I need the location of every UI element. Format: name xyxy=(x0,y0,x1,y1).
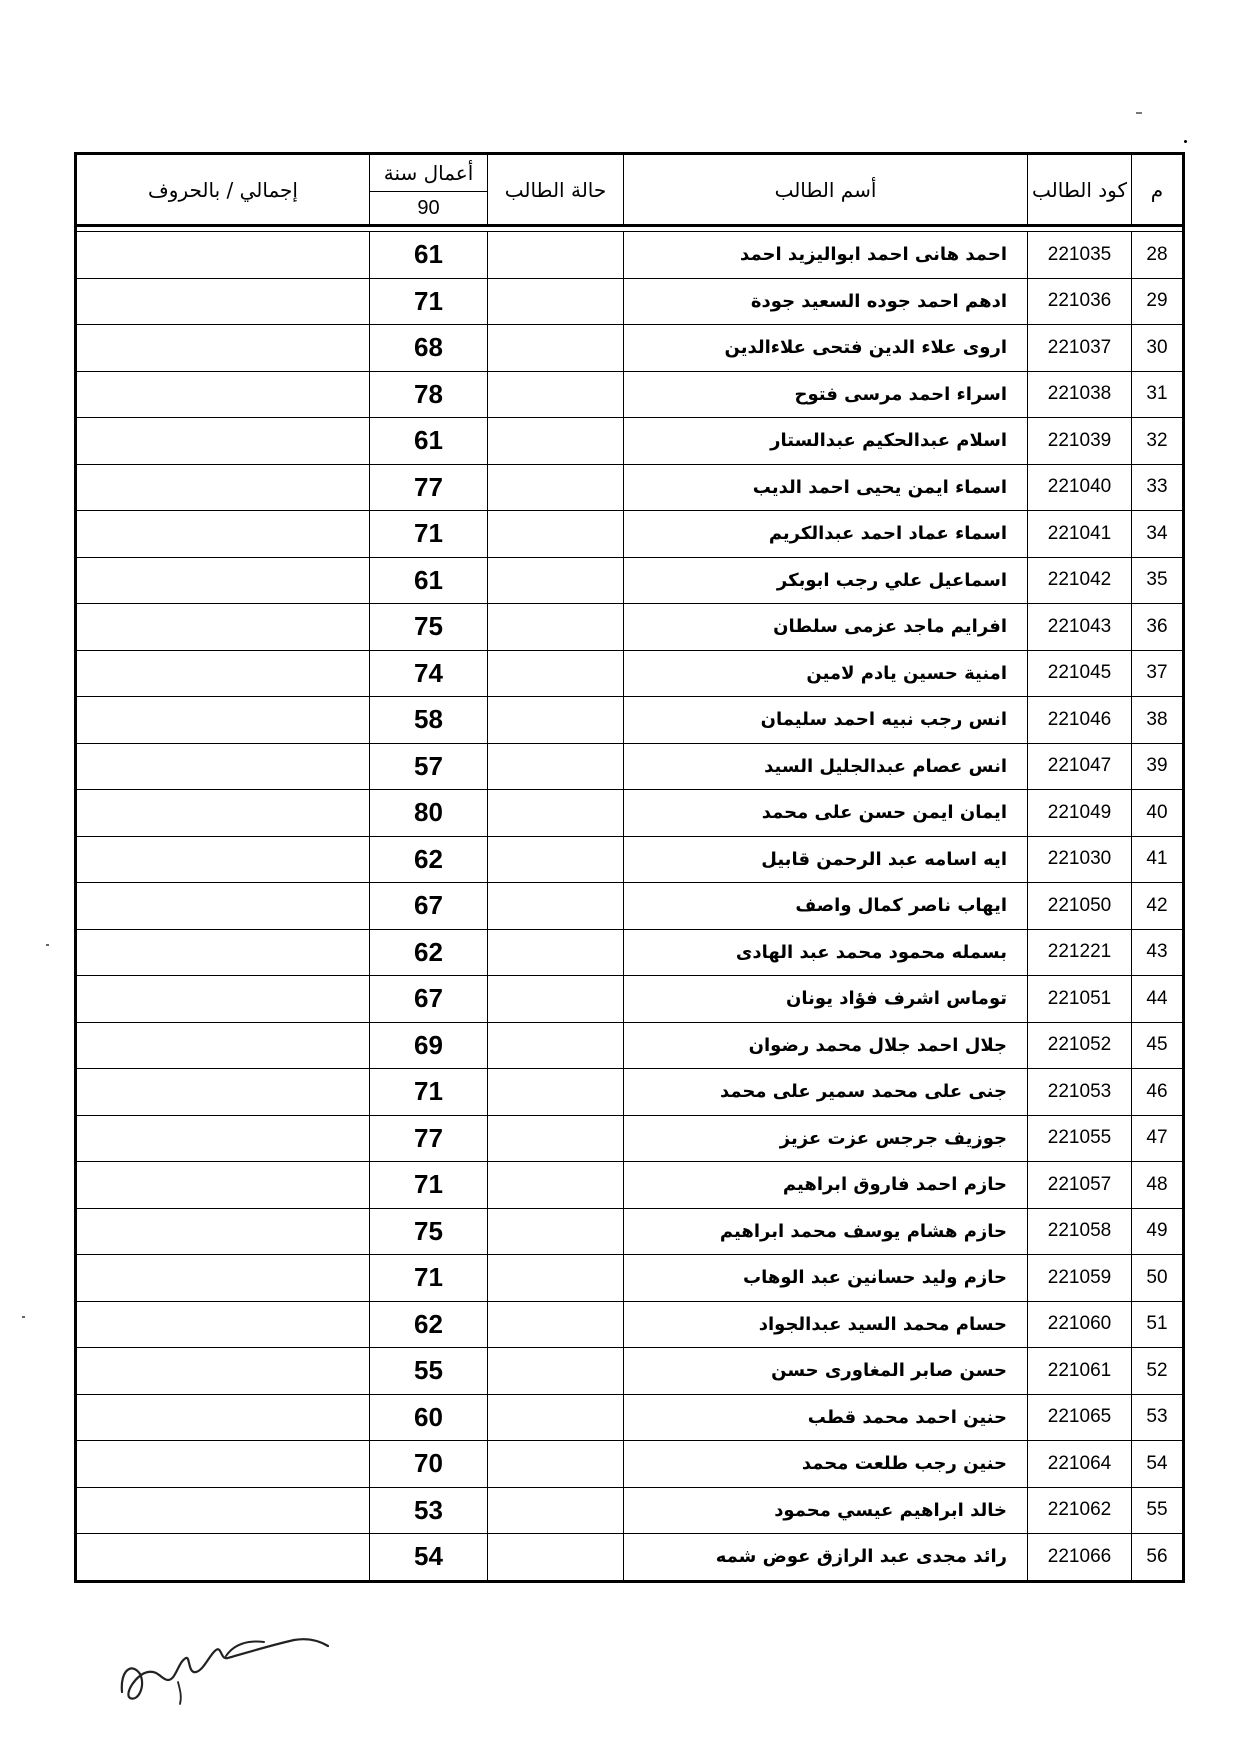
row-index: 32 xyxy=(1132,418,1184,465)
student-score: 78 xyxy=(370,371,488,418)
total-in-words xyxy=(76,232,370,279)
student-status xyxy=(488,1348,624,1395)
student-status xyxy=(488,697,624,744)
table-row xyxy=(76,1301,1184,1348)
table-row xyxy=(76,1348,1184,1395)
student-code: 221046 xyxy=(1028,697,1132,744)
table-row xyxy=(76,883,1184,930)
student-name: انس عصام عبدالجليل السيد xyxy=(624,743,1028,790)
student-score: 61 xyxy=(370,418,488,465)
row-index: 28 xyxy=(1132,232,1184,279)
header-code: كود الطالب xyxy=(1028,154,1132,226)
row-index: 54 xyxy=(1132,1441,1184,1488)
student-code: 221066 xyxy=(1028,1534,1132,1582)
student-code: 221040 xyxy=(1028,464,1132,511)
total-in-words xyxy=(76,1162,370,1209)
row-index: 56 xyxy=(1132,1534,1184,1582)
student-status xyxy=(488,929,624,976)
header-words: إجمالي / بالحروف xyxy=(76,154,370,226)
student-status xyxy=(488,371,624,418)
row-index: 42 xyxy=(1132,883,1184,930)
table-row xyxy=(76,1069,1184,1116)
student-name: خالد ابراهيم عيسي محمود xyxy=(624,1487,1028,1534)
student-code: 221051 xyxy=(1028,976,1132,1023)
scan-mark xyxy=(1136,112,1142,114)
student-name: حسام محمد السيد عبدالجواد xyxy=(624,1301,1028,1348)
student-status xyxy=(488,464,624,511)
student-code: 221059 xyxy=(1028,1255,1132,1302)
row-index: 33 xyxy=(1132,464,1184,511)
handwritten-signature xyxy=(118,1600,348,1710)
total-in-words xyxy=(76,929,370,976)
row-index: 53 xyxy=(1132,1394,1184,1441)
student-status xyxy=(488,604,624,651)
student-score: 71 xyxy=(370,278,488,325)
student-name: حازم احمد فاروق ابراهيم xyxy=(624,1162,1028,1209)
student-name: بسمله محمود محمد عبد الهادى xyxy=(624,929,1028,976)
table-row xyxy=(76,464,1184,511)
row-index: 40 xyxy=(1132,790,1184,837)
student-score: 74 xyxy=(370,650,488,697)
row-index: 31 xyxy=(1132,371,1184,418)
student-score: 54 xyxy=(370,1534,488,1582)
student-score: 68 xyxy=(370,325,488,372)
student-status xyxy=(488,1394,624,1441)
table-row xyxy=(76,232,1184,279)
student-score: 57 xyxy=(370,743,488,790)
total-in-words xyxy=(76,790,370,837)
student-status xyxy=(488,650,624,697)
table-row xyxy=(76,929,1184,976)
student-status xyxy=(488,883,624,930)
total-in-words xyxy=(76,697,370,744)
row-index: 39 xyxy=(1132,743,1184,790)
student-status xyxy=(488,325,624,372)
student-status xyxy=(488,1162,624,1209)
student-score: 67 xyxy=(370,976,488,1023)
table-row xyxy=(76,557,1184,604)
student-name: امنية حسين يادم لامين xyxy=(624,650,1028,697)
student-status xyxy=(488,278,624,325)
student-score: 70 xyxy=(370,1441,488,1488)
total-in-words xyxy=(76,1069,370,1116)
student-score: 62 xyxy=(370,929,488,976)
row-index: 51 xyxy=(1132,1301,1184,1348)
student-score: 55 xyxy=(370,1348,488,1395)
table-row xyxy=(76,836,1184,883)
header-index: م xyxy=(1132,154,1184,226)
table-row xyxy=(76,278,1184,325)
student-name: ايه اسامه عبد الرحمن قابيل xyxy=(624,836,1028,883)
student-status xyxy=(488,836,624,883)
student-score: 75 xyxy=(370,1208,488,1255)
table-row xyxy=(76,1441,1184,1488)
student-code: 221055 xyxy=(1028,1115,1132,1162)
total-in-words xyxy=(76,464,370,511)
table-row xyxy=(76,697,1184,744)
student-code: 221062 xyxy=(1028,1487,1132,1534)
student-code: 221065 xyxy=(1028,1394,1132,1441)
table-row xyxy=(76,325,1184,372)
student-name: توماس اشرف فؤاد يونان xyxy=(624,976,1028,1023)
table-row xyxy=(76,1162,1184,1209)
row-index: 44 xyxy=(1132,976,1184,1023)
student-name: اسماء عماد احمد عبدالكريم xyxy=(624,511,1028,558)
student-code: 221038 xyxy=(1028,371,1132,418)
total-in-words xyxy=(76,1394,370,1441)
row-index: 55 xyxy=(1132,1487,1184,1534)
table-row xyxy=(76,604,1184,651)
student-code: 221049 xyxy=(1028,790,1132,837)
row-index: 43 xyxy=(1132,929,1184,976)
student-score: 80 xyxy=(370,790,488,837)
student-name: جنى على محمد سمير على محمد xyxy=(624,1069,1028,1116)
student-name: حازم هشام يوسف محمد ابراهيم xyxy=(624,1208,1028,1255)
table-row xyxy=(76,650,1184,697)
student-status xyxy=(488,1208,624,1255)
row-index: 48 xyxy=(1132,1162,1184,1209)
total-in-words xyxy=(76,976,370,1023)
row-index: 35 xyxy=(1132,557,1184,604)
total-in-words xyxy=(76,1348,370,1395)
total-in-words xyxy=(76,1534,370,1582)
total-in-words xyxy=(76,418,370,465)
table-row xyxy=(76,1394,1184,1441)
student-name: افرايم ماجد عزمى سلطان xyxy=(624,604,1028,651)
total-in-words xyxy=(76,325,370,372)
student-name: حنين رجب طلعت محمد xyxy=(624,1441,1028,1488)
header-row xyxy=(76,154,1184,192)
total-in-words xyxy=(76,836,370,883)
scan-mark xyxy=(22,1316,25,1318)
row-index: 47 xyxy=(1132,1115,1184,1162)
student-code: 221052 xyxy=(1028,1022,1132,1069)
student-score: 71 xyxy=(370,1255,488,1302)
student-score: 60 xyxy=(370,1394,488,1441)
student-code: 221030 xyxy=(1028,836,1132,883)
student-name: اروى علاء الدين فتحى علاءالدين xyxy=(624,325,1028,372)
header-score: أعمال سنة xyxy=(370,154,488,192)
student-name: اسراء احمد مرسى فتوح xyxy=(624,371,1028,418)
student-status xyxy=(488,1534,624,1582)
student-code: 221047 xyxy=(1028,743,1132,790)
total-in-words xyxy=(76,511,370,558)
row-index: 30 xyxy=(1132,325,1184,372)
student-score: 77 xyxy=(370,1115,488,1162)
student-score: 62 xyxy=(370,836,488,883)
row-index: 49 xyxy=(1132,1208,1184,1255)
total-in-words xyxy=(76,1255,370,1302)
student-name: اسماعيل علي رجب ابوبكر xyxy=(624,557,1028,604)
student-score: 53 xyxy=(370,1487,488,1534)
student-score: 58 xyxy=(370,697,488,744)
row-index: 37 xyxy=(1132,650,1184,697)
total-in-words xyxy=(76,1115,370,1162)
row-index: 41 xyxy=(1132,836,1184,883)
row-index: 36 xyxy=(1132,604,1184,651)
student-code: 221035 xyxy=(1028,232,1132,279)
student-status xyxy=(488,1069,624,1116)
total-in-words xyxy=(76,1022,370,1069)
table-row xyxy=(76,1115,1184,1162)
student-code: 221042 xyxy=(1028,557,1132,604)
student-score: 62 xyxy=(370,1301,488,1348)
student-code: 221037 xyxy=(1028,325,1132,372)
student-status xyxy=(488,1487,624,1534)
student-name: اسلام عبدالحكيم عبدالستار xyxy=(624,418,1028,465)
student-status xyxy=(488,418,624,465)
row-index: 29 xyxy=(1132,278,1184,325)
student-score: 71 xyxy=(370,1162,488,1209)
student-name: ادهم احمد جوده السعيد جودة xyxy=(624,278,1028,325)
row-index: 38 xyxy=(1132,697,1184,744)
row-index: 52 xyxy=(1132,1348,1184,1395)
student-code: 221043 xyxy=(1028,604,1132,651)
total-in-words xyxy=(76,604,370,651)
student-status xyxy=(488,1022,624,1069)
row-index: 45 xyxy=(1132,1022,1184,1069)
student-score: 75 xyxy=(370,604,488,651)
student-status xyxy=(488,976,624,1023)
header-status: حالة الطالب xyxy=(488,154,624,226)
student-score: 67 xyxy=(370,883,488,930)
table-row xyxy=(76,1487,1184,1534)
table-row xyxy=(76,1255,1184,1302)
student-name: اسماء ايمن يحيى احمد الديب xyxy=(624,464,1028,511)
student-score: 71 xyxy=(370,511,488,558)
student-code: 221060 xyxy=(1028,1301,1132,1348)
student-status xyxy=(488,743,624,790)
student-score: 61 xyxy=(370,557,488,604)
student-name: رائد مجدى عبد الرازق عوض شمه xyxy=(624,1534,1028,1582)
table-row xyxy=(76,976,1184,1023)
total-in-words xyxy=(76,1208,370,1255)
student-name: احمد هانى احمد ابواليزيد احمد xyxy=(624,232,1028,279)
student-code: 221036 xyxy=(1028,278,1132,325)
student-code: 221061 xyxy=(1028,1348,1132,1395)
student-status xyxy=(488,1301,624,1348)
student-name: ايهاب ناصر كمال واصف xyxy=(624,883,1028,930)
student-name: انس رجب نبيه احمد سليمان xyxy=(624,697,1028,744)
row-index: 46 xyxy=(1132,1069,1184,1116)
table-row xyxy=(76,418,1184,465)
student-score: 71 xyxy=(370,1069,488,1116)
student-code: 221050 xyxy=(1028,883,1132,930)
student-code: 221053 xyxy=(1028,1069,1132,1116)
student-score: 61 xyxy=(370,232,488,279)
student-name: حنين احمد محمد قطب xyxy=(624,1394,1028,1441)
row-index: 50 xyxy=(1132,1255,1184,1302)
student-status xyxy=(488,557,624,604)
total-in-words xyxy=(76,883,370,930)
student-code: 221057 xyxy=(1028,1162,1132,1209)
student-status xyxy=(488,1441,624,1488)
table-row xyxy=(76,371,1184,418)
table-row xyxy=(76,743,1184,790)
student-name: ايمان ايمن حسن على محمد xyxy=(624,790,1028,837)
student-status xyxy=(488,1115,624,1162)
student-status xyxy=(488,511,624,558)
student-code: 221221 xyxy=(1028,929,1132,976)
table-row xyxy=(76,1022,1184,1069)
student-score: 77 xyxy=(370,464,488,511)
table-row xyxy=(76,1208,1184,1255)
student-score: 69 xyxy=(370,1022,488,1069)
student-code: 221045 xyxy=(1028,650,1132,697)
total-in-words xyxy=(76,1487,370,1534)
student-name: حسن صابر المغاورى حسن xyxy=(624,1348,1028,1395)
row-index: 34 xyxy=(1132,511,1184,558)
student-name: حازم وليد حسانين عبد الوهاب xyxy=(624,1255,1028,1302)
total-in-words xyxy=(76,743,370,790)
table-row xyxy=(76,511,1184,558)
header-name: أسم الطالب xyxy=(624,154,1028,226)
grades-table xyxy=(74,152,1185,1583)
scan-mark xyxy=(1184,140,1187,143)
total-in-words xyxy=(76,278,370,325)
student-code: 221039 xyxy=(1028,418,1132,465)
scan-mark xyxy=(46,944,49,946)
table-row xyxy=(76,1534,1184,1582)
student-code: 221058 xyxy=(1028,1208,1132,1255)
student-code: 221064 xyxy=(1028,1441,1132,1488)
total-in-words xyxy=(76,557,370,604)
total-in-words xyxy=(76,1441,370,1488)
student-status xyxy=(488,232,624,279)
total-in-words xyxy=(76,650,370,697)
student-code: 221041 xyxy=(1028,511,1132,558)
header-score-max: 90 xyxy=(370,192,488,226)
total-in-words xyxy=(76,1301,370,1348)
student-name: جوزيف جرجس عزت عزيز xyxy=(624,1115,1028,1162)
table-row xyxy=(76,790,1184,837)
student-name: جلال احمد جلال محمد رضوان xyxy=(624,1022,1028,1069)
student-status xyxy=(488,790,624,837)
total-in-words xyxy=(76,371,370,418)
student-status xyxy=(488,1255,624,1302)
